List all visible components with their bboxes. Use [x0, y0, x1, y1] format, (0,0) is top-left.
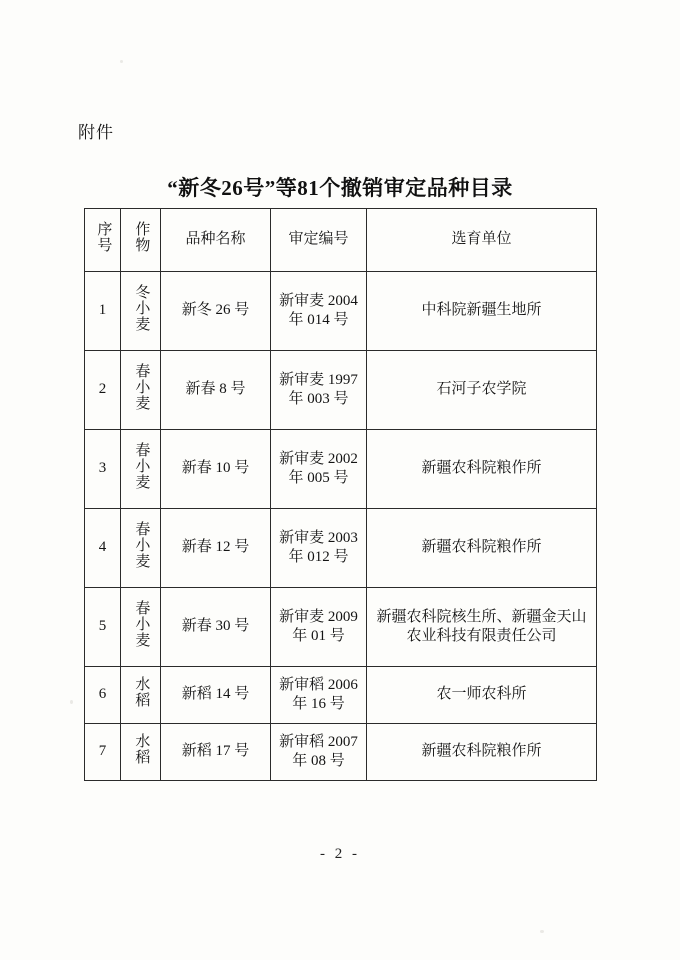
cell-name: 新稻 14 号: [161, 667, 271, 724]
cell-code: 新审麦 2002 年 005 号: [271, 430, 367, 509]
column-header-unit: 选育单位: [367, 209, 597, 272]
column-header-crop: [121, 209, 161, 272]
cell-crop: [121, 588, 161, 667]
cell-crop: [121, 272, 161, 351]
cell-crop-text: 水稻: [133, 675, 150, 708]
column-header-code: 审定编号: [271, 209, 367, 272]
cell-unit: 农一师农科所: [367, 667, 597, 724]
page-number: - 2 -: [320, 846, 360, 862]
page-title: “新冬26号”等81个撤销审定品种目录: [167, 176, 513, 200]
cell-code: 新审麦 2003 年 012 号: [271, 509, 367, 588]
column-header-name: 品种名称: [161, 209, 271, 272]
table-row: [85, 351, 597, 430]
cell-crop-text: 春小麦: [133, 362, 150, 411]
cell-unit: 中科院新疆生地所: [367, 272, 597, 351]
cell-unit: 新疆农科院粮作所: [367, 430, 597, 509]
cell-no: 4: [85, 509, 121, 588]
cell-no: 6: [85, 667, 121, 724]
cell-crop: [121, 667, 161, 724]
cell-no: 5: [85, 588, 121, 667]
cell-crop-text: 春小麦: [133, 520, 150, 569]
table-row: [85, 667, 597, 724]
cell-name: 新冬 26 号: [161, 272, 271, 351]
cell-name: 新稻 17 号: [161, 724, 271, 781]
cell-name: 新春 12 号: [161, 509, 271, 588]
cell-unit: 新疆农科院粮作所: [367, 724, 597, 781]
cell-no: 1: [85, 272, 121, 351]
table-row: [85, 724, 597, 781]
cell-crop: [121, 724, 161, 781]
cell-crop: [121, 351, 161, 430]
column-header-no: [85, 209, 121, 272]
cell-code: 新审麦 1997 年 003 号: [271, 351, 367, 430]
column-header-no-text: 序号: [95, 220, 112, 253]
cell-no: 7: [85, 724, 121, 781]
cell-name: 新春 30 号: [161, 588, 271, 667]
cell-crop: [121, 430, 161, 509]
table-row: [85, 272, 597, 351]
cell-crop-text: 春小麦: [133, 441, 150, 490]
cell-crop-text: 水稻: [133, 732, 150, 765]
cell-code: 新审麦 2009 年 01 号: [271, 588, 367, 667]
cell-unit: 新疆农科院粮作所: [367, 509, 597, 588]
table-row: [85, 588, 597, 667]
table-header-row: [85, 209, 597, 272]
cell-name: 新春 10 号: [161, 430, 271, 509]
table-row: [85, 430, 597, 509]
column-header-crop-text: 作物: [133, 220, 150, 253]
cell-no: 3: [85, 430, 121, 509]
varieties-table: [84, 208, 597, 781]
cell-crop-text: 冬小麦: [133, 283, 150, 332]
cell-code: 新审麦 2004 年 014 号: [271, 272, 367, 351]
attachment-label: 附件: [78, 123, 114, 142]
cell-code: 新审稻 2007 年 08 号: [271, 724, 367, 781]
table-row: [85, 509, 597, 588]
cell-unit: 新疆农科院核生所、新疆金天山农业科技有限责任公司: [367, 588, 597, 667]
cell-code: 新审稻 2006 年 16 号: [271, 667, 367, 724]
cell-crop-text: 春小麦: [133, 599, 150, 648]
cell-name: 新春 8 号: [161, 351, 271, 430]
cell-unit: 石河子农学院: [367, 351, 597, 430]
cell-no: 2: [85, 351, 121, 430]
cell-crop: [121, 509, 161, 588]
